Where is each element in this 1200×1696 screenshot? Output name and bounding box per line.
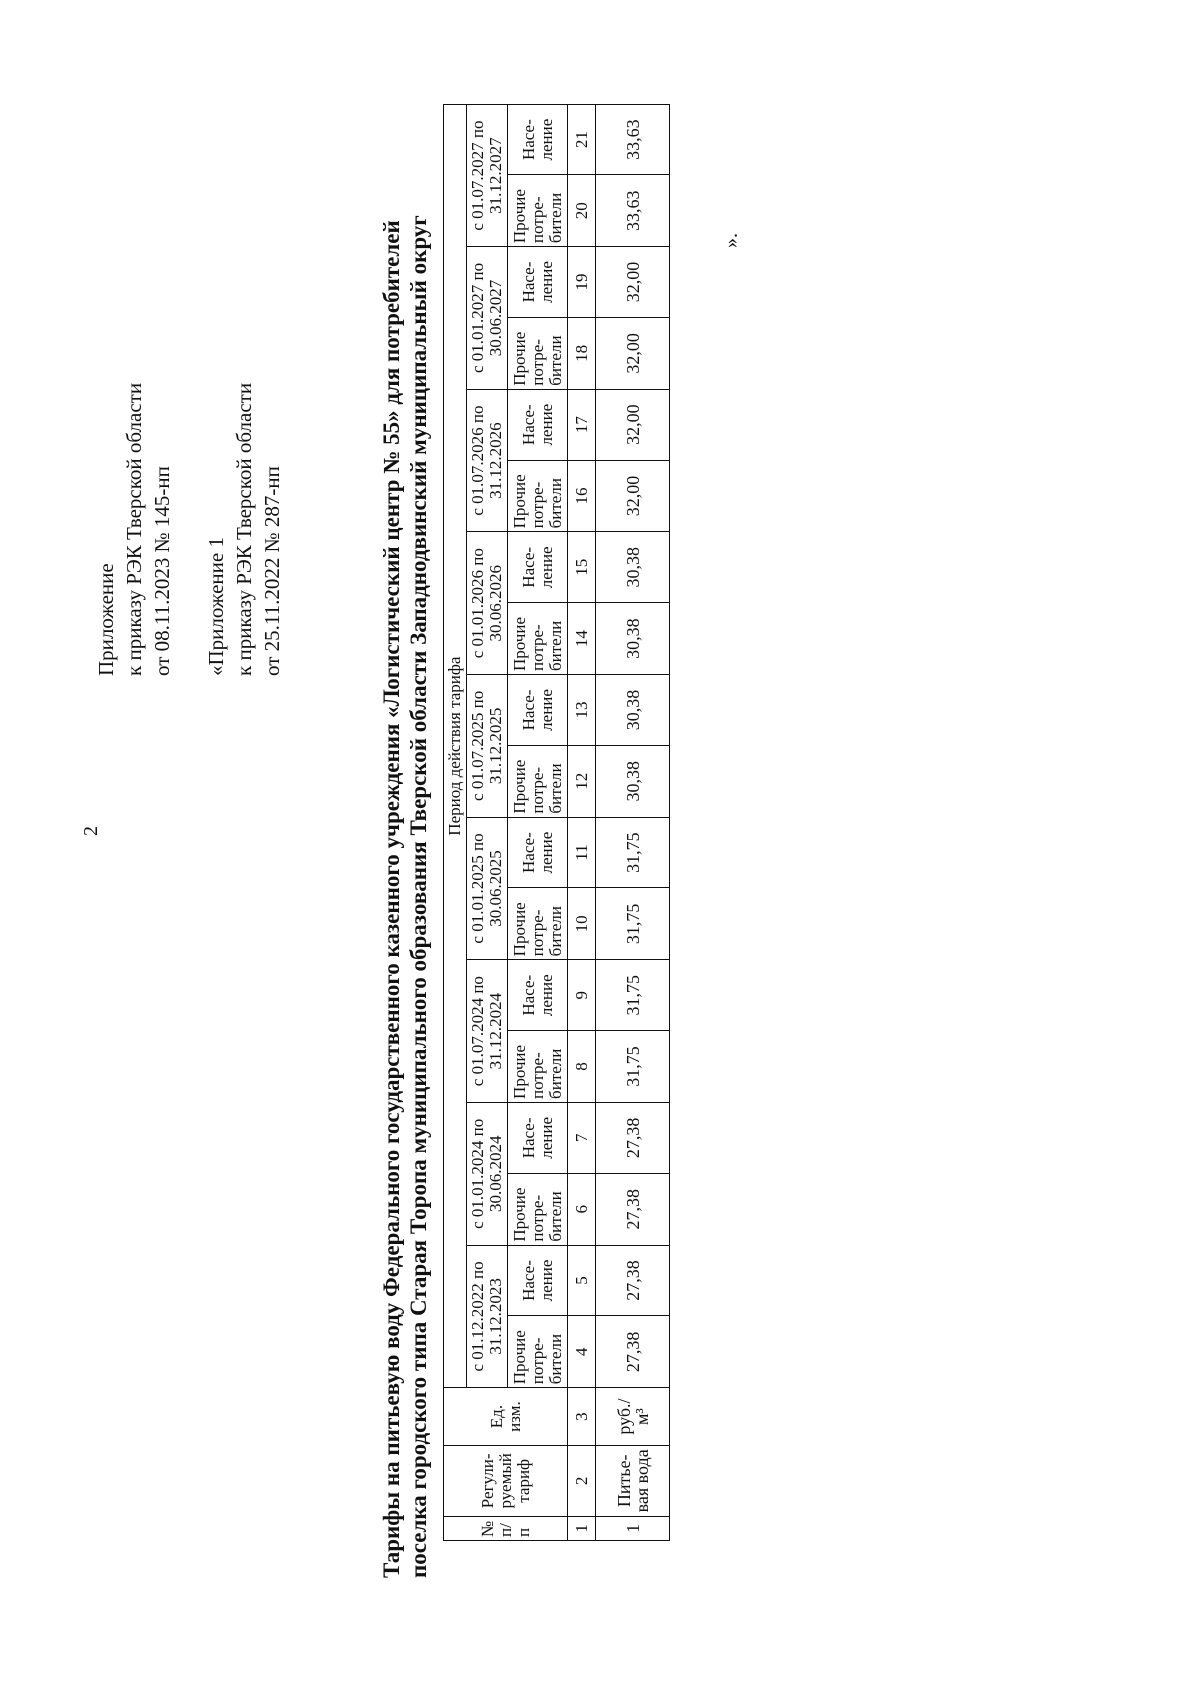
sub-pop: Насе-ление (508, 247, 568, 318)
sub-pop: Насе-ление (508, 105, 568, 175)
header-period: Период действия тарифа (444, 105, 467, 1388)
column-number: 9 (568, 960, 596, 1031)
appendix-line: от 25.11.2022 № 287-нп (260, 466, 284, 676)
tariff-value: 27,38 (596, 1316, 670, 1388)
sub-pop: Насе-ление (508, 960, 568, 1031)
period-date: с 01.12.2022 по 31.12.2023 (467, 1245, 508, 1388)
column-number: 18 (568, 317, 596, 389)
column-number: 3 (568, 1388, 596, 1446)
period-date: с 01.01.2025 по 30.06.2025 (467, 817, 508, 960)
period-date: с 01.01.2027 по 30.06.2027 (467, 247, 508, 390)
header-row-dates (467, 105, 508, 1541)
sub-other: Прочие потре-бители (508, 1173, 568, 1245)
column-number-row (568, 105, 596, 1541)
sub-other: Прочие потре-бители (508, 175, 568, 247)
header-row-consumers (508, 105, 568, 1541)
period-date: с 01.01.2024 по 30.06.2024 (467, 1102, 508, 1245)
sub-other: Прочие потре-бители (508, 317, 568, 389)
column-number: 20 (568, 175, 596, 247)
tariff-table (443, 104, 670, 1541)
appendix-line: от 08.11.2023 № 145-нп (150, 466, 174, 676)
title-line: поселка городского типа Старая Торопа муниципального образования Тверской области Западнодвинский муниципальный округ (406, 215, 431, 1578)
tariff-value: 30,38 (596, 675, 670, 746)
sub-other: Прочие потре-бители (508, 603, 568, 675)
header-row-period (444, 105, 467, 1541)
sub-pop: Насе-ление (508, 532, 568, 603)
column-number: 21 (568, 105, 596, 175)
tariff-value: 30,38 (596, 532, 670, 603)
tariff-value: 32,00 (596, 389, 670, 460)
column-number: 12 (568, 745, 596, 817)
column-number: 16 (568, 460, 596, 532)
table-row (596, 105, 670, 1541)
appendix-line: к приказу РЭК Тверской области (122, 382, 146, 676)
column-number: 6 (568, 1173, 596, 1245)
period-date: с 01.01.2026 по 30.06.2026 (467, 532, 508, 675)
tariff-value: 27,38 (596, 1173, 670, 1245)
sub-other: Прочие потре-бители (508, 1031, 568, 1103)
sub-pop: Насе-ление (508, 817, 568, 888)
tariff-value: 33,63 (596, 175, 670, 247)
period-date: с 01.07.2024 по 31.12.2024 (467, 960, 508, 1103)
period-date: с 01.07.2026 по 31.12.2026 (467, 389, 508, 532)
sub-other: Прочие потре-бители (508, 1316, 568, 1388)
tariff-value: 32,00 (596, 247, 670, 318)
column-number: 19 (568, 247, 596, 318)
row-number: 1 (596, 1516, 670, 1540)
column-number: 11 (568, 817, 596, 888)
tariff-value: 33,63 (596, 105, 670, 175)
header-unit: Ед. изм. (444, 1388, 568, 1446)
column-number: 4 (568, 1316, 596, 1388)
header-tariff: Регули-руемый тариф (444, 1445, 568, 1516)
tariff-value: 32,00 (596, 460, 670, 532)
column-number: 15 (568, 532, 596, 603)
row-unit: руб./м³ (596, 1388, 670, 1446)
appendix-line: «Приложение 1 (204, 537, 228, 676)
sub-pop: Насе-ление (508, 675, 568, 746)
tariff-value: 30,38 (596, 603, 670, 675)
tariff-value: 27,38 (596, 1102, 670, 1173)
tariff-value: 30,38 (596, 745, 670, 817)
sub-pop: Насе-ление (508, 1102, 568, 1173)
sub-other: Прочие потре-бители (508, 745, 568, 817)
tariff-value: 31,75 (596, 960, 670, 1031)
column-number: 7 (568, 1102, 596, 1173)
column-number: 2 (568, 1445, 596, 1516)
tariff-value: 32,00 (596, 317, 670, 389)
sub-pop: Насе-ление (508, 1245, 568, 1316)
sub-other: Прочие потре-бители (508, 888, 568, 960)
row-tariff-name: Питье-вая вода (596, 1445, 670, 1516)
sub-other: Прочие потре-бители (508, 460, 568, 532)
tariff-value: 27,38 (596, 1245, 670, 1316)
sub-pop: Насе-ление (508, 389, 568, 460)
closing-quote: ». (720, 233, 742, 248)
column-number: 14 (568, 603, 596, 675)
tariff-value: 31,75 (596, 1031, 670, 1103)
appendix-line: Приложение (94, 563, 118, 676)
tariff-value: 31,75 (596, 888, 670, 960)
column-number: 5 (568, 1245, 596, 1316)
appendix-line: к приказу РЭК Тверской области (232, 382, 256, 676)
column-number: 1 (568, 1516, 596, 1540)
header-no: № п/п (444, 1516, 568, 1540)
appendix-header (92, 383, 286, 676)
column-number: 17 (568, 389, 596, 460)
period-date: с 01.07.2025 по 31.12.2025 (467, 675, 508, 818)
period-date: с 01.07.2027 по 31.12.2027 (467, 105, 508, 247)
column-number: 10 (568, 888, 596, 960)
page-number: 2 (80, 826, 102, 836)
column-number: 13 (568, 675, 596, 746)
column-number: 8 (568, 1031, 596, 1103)
tariff-value: 31,75 (596, 817, 670, 888)
title-line: Тарифы на питьевую воду Федерального государственного казенного учреждения «Логистический центр № 55» для потребителей (379, 220, 404, 1578)
document-title (378, 38, 432, 1578)
